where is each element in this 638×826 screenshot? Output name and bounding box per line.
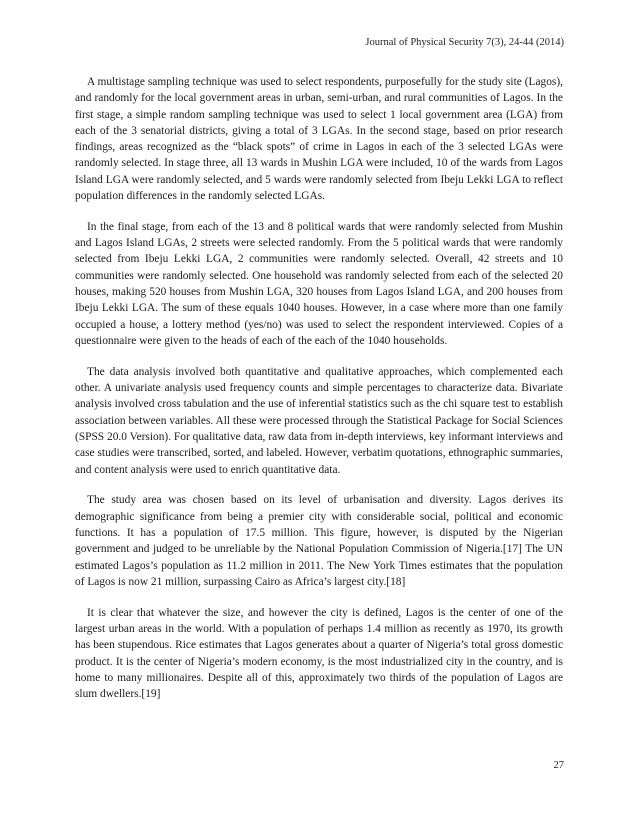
paragraph-data-analysis: The data analysis involved both quantitative and qualitative approaches, which complemented each other. A univariate analysis used frequency counts and simple percentages to characterize data. Bivariate analysis involved cross tabulation and the use of inferential statistics such as the chi square test to establish association between variables. All these were processed through the Statistical Package for Social Sciences (SPSS 20.0 Version). For qualitative data, raw data from in-depth interviews, key informant interviews and case studies were transcribed, sorted, and labeled. However, verbatim quotations, ethnographic summaries, and content analysis were used to enrich quantitative data. (75, 365, 563, 476)
journal-header: Journal of Physical Security 7(3), 24-44 (2014) (365, 37, 564, 48)
paragraph-lagos-growth: It is clear that whatever the size, and however the city is defined, Lagos is the center of one of the largest urban areas in the world. With a population of perhaps 1.4 million as recently as 1970, its growth has been stupendous. Rice estimates that Lagos generates about a quarter of Nigeria’s total gross domestic product. It is the center of Nigeria’s modern economy, is the most industrialized city in the country, and is home to many millionaires. Despite all of this, approximately two thirds of the population of Lagos are slum dwellers.[19] (75, 606, 563, 701)
page-number: 27 (553, 760, 564, 771)
paragraph-sampling: A multistage sampling technique was used to select respondents, purposefully for the study site (Lagos), and randomly for the local government areas in urban, semi-urban, and rural communities of Lagos. In the first stage, a simple random sampling technique was used to select 1 local government area (LGA) from each of the 3 senatorial districts, giving a total of 3 LGAs. In the second stage, based on prior research findings, areas recognized as the “black spots” of crime in Lagos in each of the 3 selected LGAs were randomly selected. In stage three, all 13 wards in Mushin LGA were included, 10 of the wards from Lagos Island LGA were randomly selected, and 5 wards were randomly selected from Ibeju Lekki LGA to reflect population differences in the randomly selected LGAs. (75, 76, 563, 203)
body-text (75, 74, 563, 717)
paragraph-final-stage: In the final stage, from each of the 13 and 8 political wards that were randomly selected from Mushin and Lagos Island LGAs, 2 streets were selected randomly. From the 5 political wards that were randomly selected from Ibeju Lekki LGA, 2 communities were randomly selected. Overall, 42 streets and 10 communities were randomly selected. One household was randomly selected from each of the selected 20 houses, making 520 houses from Mushin LGA, 320 houses from Lagos Island LGA, and 200 houses from Ibeju Lekki LGA. The sum of these equals 1040 houses. However, in a case where more than one family occupied a house, a lottery method (yes/no) was used to select the respondent interviewed. Copies of a questionnaire were given to the heads of each of the each of the 1040 households. (75, 220, 563, 347)
paragraph-study-area: The study area was chosen based on its level of urbanisation and diversity. Lagos derives its demographic significance from being a premier city with considerable social, political and economic functions. It has a population of 17.5 million. This figure, however, is disputed by the Nigerian government and judged to be unreliable by the National Population Commission of Nigeria.[17] The UN estimated Lagos’s population as 11.2 million in 2011. The New York Times estimates that the population of Lagos is now 21 million, surpassing Cairo as Africa’s largest city.[18] (75, 494, 563, 588)
